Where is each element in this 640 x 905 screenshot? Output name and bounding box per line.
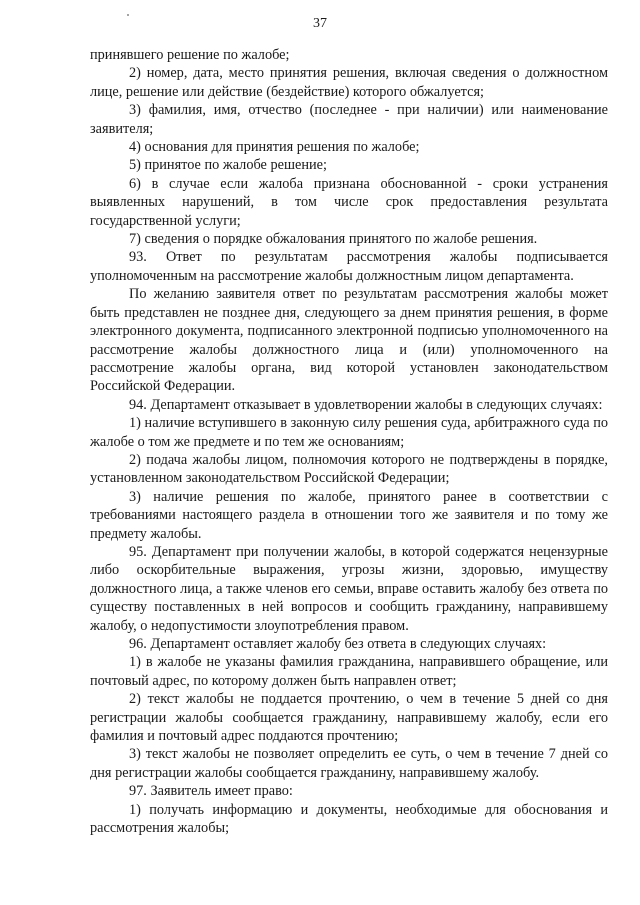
paragraph: 3) текст жалобы не позволяет определить ее суть, о чем в течение 7 дней со дня регистрации жалобы сообщается гражданину, направившему жалобу. — [90, 746, 608, 781]
paragraph: 6) в случае если жалоба признана обоснованной - сроки устранения выявленных нарушений, в том числе срок предоставления результата государственной услуги; — [90, 175, 608, 229]
document-body — [90, 46, 608, 837]
paragraph: 1) в жалобе не указаны фамилия гражданина, направившего обращение, или почтовый адрес, по которому должен быть направлен ответ; — [90, 654, 608, 689]
paragraph: 97. Заявитель имеет право: — [129, 783, 293, 800]
paragraph: 2) подача жалобы лицом, полномочия которого не подтверждены в порядке, установленном законодательством Российской Федерации; — [90, 451, 608, 487]
paragraph: По желанию заявителя ответ по результатам рассмотрения жалобы может быть представлен не позднее дня, следующего за днем принятия решения, в форме электронного документа, подписанного электронной подписью уполномоченного на рассмотрение жалобы должностного лица и (или) уполномоченного на рассмотрение жалобы органа, вид которой установлен законодательством Российской Федерации. — [90, 286, 608, 395]
paragraph: 1) наличие вступившего в законную силу решения суда, арбитражного суда по жалобе о том же предмете и по тем же основаниям; — [90, 415, 608, 450]
paragraph: 95. Департамент при получении жалобы, в которой содержатся нецензурные либо оскорбительные выражения, угрозы жизни, здоровью, имуществу должностного лица, а также членов его семьи, вправе оставить жалобу без ответа по существу поставленных в ней вопросов и сообщить гражданину, направившему жалобу, о недопустимости злоупотребления правом. — [90, 543, 608, 634]
paragraph: 93. Ответ по результатам рассмотрения жалобы подписывается уполномоченным на рассмотрение жалобы должностным лицом департамента. — [90, 249, 608, 284]
paragraph: 96. Департамент оставляет жалобу без ответа в следующих случаях: — [129, 636, 547, 652]
page-number: 37 — [313, 16, 327, 31]
paragraph: 5) принятое по жалобе решение; — [129, 157, 327, 174]
paragraph: 4) основания для принятия решения по жалобе; — [129, 139, 420, 156]
paragraph: принявшего решение по жалобе; — [90, 47, 290, 63]
paragraph: 1) получать информацию и документы, необходимые для обоснования и рассмотрения жалобы; — [90, 801, 608, 837]
paragraph: 3) наличие решения по жалобе, принятого ранее в соответствии с требованиями настоящего раздела в отношении того же заявителя и по тому же предмету жалобы. — [90, 488, 608, 542]
paragraph: 3) фамилия, имя, отчество (последнее - при наличии) или наименование заявителя; — [90, 102, 608, 137]
paragraph: 2) номер, дата, место принятия решения, включая сведения о должностном лице, решение или действие (бездействие) которого обжалуется; — [90, 65, 608, 100]
paragraph: 7) сведения о порядке обжалования принятого по жалобе решения. — [129, 231, 538, 248]
paragraph: 2) текст жалобы не поддается прочтению, о чем в течение 5 дней со дня регистрации жалобы сообщается гражданину, направившему жалобу, если его фамилия и почтовый адрес поддаются прочтению; — [90, 691, 608, 745]
paragraph: 94. Департамент отказывает в удовлетворении жалобы в следующих случаях: — [129, 396, 603, 413]
